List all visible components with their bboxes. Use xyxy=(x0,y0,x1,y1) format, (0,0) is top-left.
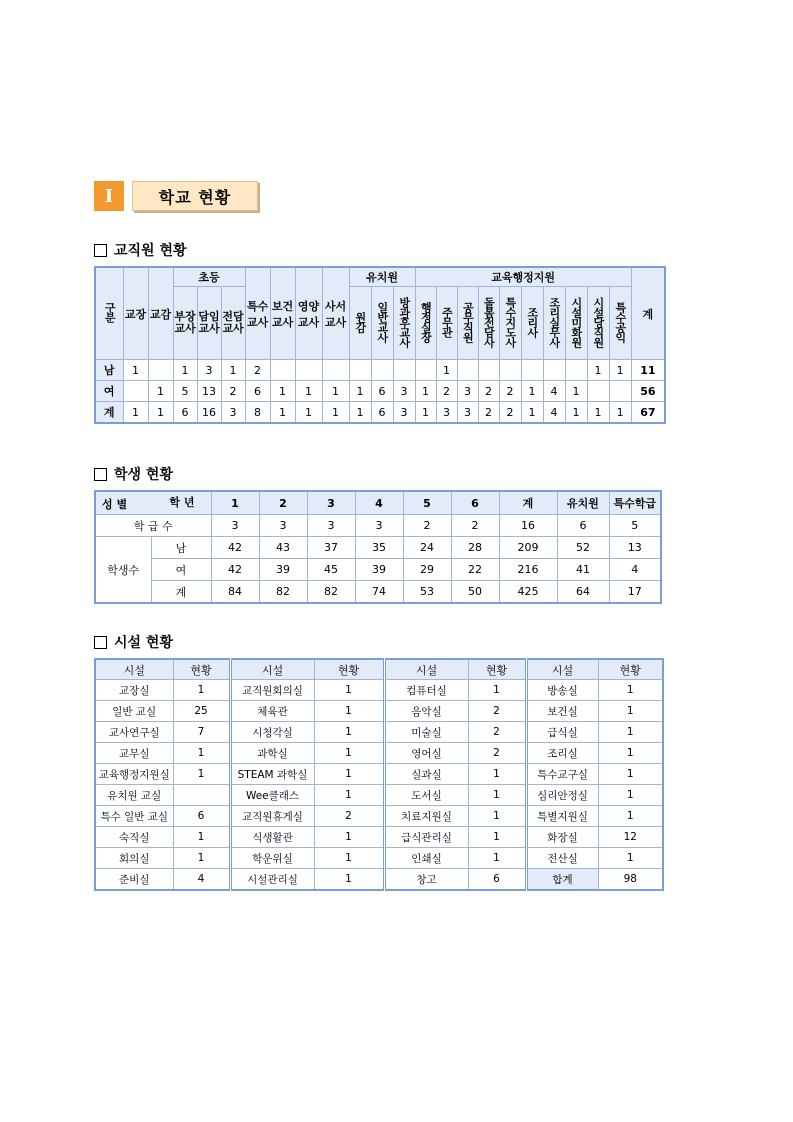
staff-cell: 1 xyxy=(565,381,587,402)
facility-col-header: 시설 xyxy=(230,659,314,680)
status-col-header: 현황 xyxy=(598,659,663,680)
staff-col-header: 방과후교사 xyxy=(393,287,415,360)
staff-col-header: 공무직원 xyxy=(457,287,478,360)
facility-name: 보건실 xyxy=(526,701,598,722)
staff-cell xyxy=(587,381,609,402)
facility-name: STEAM 과학실 xyxy=(230,764,314,785)
facility-count: 1 xyxy=(314,785,384,806)
staff-col-header: 시설당직원 xyxy=(587,287,609,360)
facilities-row xyxy=(95,743,663,764)
facility-name: 도서실 xyxy=(384,785,468,806)
facility-name: 교육행정지원실 xyxy=(95,764,173,785)
students-cell: 42 xyxy=(211,559,259,581)
facilities-row xyxy=(95,701,663,722)
students-gender-label: 계 xyxy=(151,581,211,604)
students-col-header: 3 xyxy=(307,491,355,515)
facility-name: 숙직실 xyxy=(95,827,173,848)
facility-name: 회의실 xyxy=(95,848,173,869)
staff-cell: 1 xyxy=(123,360,148,381)
staff-cell: 3 xyxy=(197,360,221,381)
facility-count: 4 xyxy=(173,869,230,891)
facility-count: 1 xyxy=(598,743,663,764)
students-col-header: 2 xyxy=(259,491,307,515)
students-col-header: 유치원 xyxy=(557,491,609,515)
facility-count: 1 xyxy=(314,869,384,891)
facility-name: 교직원휴게실 xyxy=(230,806,314,827)
staff-row xyxy=(95,360,665,381)
students-cell: 84 xyxy=(211,581,259,604)
students-col-header: 계 xyxy=(499,491,557,515)
facility-count: 1 xyxy=(598,806,663,827)
facilities-row xyxy=(95,722,663,743)
facility-count: 1 xyxy=(468,680,526,701)
facility-name: 창고 xyxy=(384,869,468,891)
staff-cell: 1 xyxy=(565,402,587,424)
staff-cell: 4 xyxy=(543,381,565,402)
students-row xyxy=(95,559,661,581)
staff-cell: 1 xyxy=(415,381,436,402)
facility-name: 미술실 xyxy=(384,722,468,743)
staff-cell: 2 xyxy=(478,381,499,402)
staff-cell: 2 xyxy=(478,402,499,424)
staff-cell xyxy=(270,360,295,381)
facility-count: 25 xyxy=(173,701,230,722)
staff-cell xyxy=(393,360,415,381)
staff-cell xyxy=(123,381,148,402)
facility-name: 영어실 xyxy=(384,743,468,764)
facility-col-header: 시설 xyxy=(95,659,173,680)
facility-count: 2 xyxy=(468,743,526,764)
staff-cell xyxy=(499,360,521,381)
class-count-label: 학 급 수 xyxy=(95,515,211,537)
students-cell: 42 xyxy=(211,537,259,559)
students-col-header: 6 xyxy=(451,491,499,515)
staff-row-label: 여 xyxy=(95,381,123,402)
facilities-row xyxy=(95,785,663,806)
staff-cell: 3 xyxy=(393,381,415,402)
students-col-header: 4 xyxy=(355,491,403,515)
facility-count: 12 xyxy=(598,827,663,848)
staff-cell xyxy=(565,360,587,381)
facility-name: 특수 일반 교실 xyxy=(95,806,173,827)
staff-cell: 1 xyxy=(270,381,295,402)
students-cell: 45 xyxy=(307,559,355,581)
class-count-cell: 3 xyxy=(355,515,403,537)
facilities-row xyxy=(95,806,663,827)
staff-cell: 1 xyxy=(521,402,543,424)
facility-count: 1 xyxy=(468,785,526,806)
facility-count: 1 xyxy=(468,764,526,785)
students-cell: 216 xyxy=(499,559,557,581)
staff-cell: 4 xyxy=(543,402,565,424)
facility-count: 1 xyxy=(598,722,663,743)
students-row xyxy=(95,537,661,559)
staff-cell xyxy=(521,360,543,381)
staff-cell xyxy=(415,360,436,381)
facility-count: 1 xyxy=(598,848,663,869)
students-cell: 53 xyxy=(403,581,451,604)
facility-count: 1 xyxy=(468,827,526,848)
students-cell: 13 xyxy=(609,537,661,559)
class-count-cell: 5 xyxy=(609,515,661,537)
staff-cell: 1 xyxy=(148,402,173,424)
facility-name: 방송실 xyxy=(526,680,598,701)
staff-col-header: 주무관 xyxy=(436,287,457,360)
staff-group-kindergarten: 유치원 xyxy=(349,267,415,287)
class-count-cell: 6 xyxy=(557,515,609,537)
staff-group-admin: 교육행정지원 xyxy=(415,267,631,287)
facility-name: 교무실 xyxy=(95,743,173,764)
facility-count: 6 xyxy=(468,869,526,891)
staff-table xyxy=(94,266,666,424)
facility-name: 합계 xyxy=(526,869,598,891)
staff-cell xyxy=(295,360,322,381)
status-col-header: 현황 xyxy=(468,659,526,680)
students-gender-label: 남 xyxy=(151,537,211,559)
students-label: 학생수 xyxy=(95,537,151,604)
staff-col-header: 영양교사 xyxy=(295,267,322,360)
section-header xyxy=(94,181,258,211)
class-count-cell: 3 xyxy=(307,515,355,537)
staff-col-header: 특수공익 xyxy=(609,287,631,360)
staff-cell: 3 xyxy=(436,402,457,424)
facility-count: 1 xyxy=(314,701,384,722)
facility-name: 실과실 xyxy=(384,764,468,785)
students-cell: 41 xyxy=(557,559,609,581)
facility-name: Wee클래스 xyxy=(230,785,314,806)
facility-count: 1 xyxy=(173,743,230,764)
staff-cell: 1 xyxy=(295,402,322,424)
facility-col-header: 시설 xyxy=(384,659,468,680)
students-cell: 17 xyxy=(609,581,661,604)
facilities-row xyxy=(95,869,663,891)
staff-row-label: 계 xyxy=(95,402,123,424)
facilities-row xyxy=(95,680,663,701)
facility-name: 교장실 xyxy=(95,680,173,701)
facilities-row xyxy=(95,848,663,869)
facility-name: 유치원 교실 xyxy=(95,785,173,806)
students-cell: 39 xyxy=(355,559,403,581)
section-number: Ⅰ xyxy=(94,181,124,211)
facility-name: 심리안정실 xyxy=(526,785,598,806)
staff-col-header: 보건교사 xyxy=(270,267,295,360)
staff-cell: 13 xyxy=(197,381,221,402)
checkbox-square-icon xyxy=(94,468,107,481)
class-count-cell: 16 xyxy=(499,515,557,537)
facility-count: 1 xyxy=(173,827,230,848)
facility-name: 화장실 xyxy=(526,827,598,848)
facility-name: 일반 교실 xyxy=(95,701,173,722)
facility-name: 과학실 xyxy=(230,743,314,764)
staff-cell: 1 xyxy=(436,360,457,381)
students-heading-text: 학생 현황 xyxy=(114,467,173,483)
staff-col-header: 교감 xyxy=(148,267,173,360)
staff-cell xyxy=(609,381,631,402)
staff-cell: 1 xyxy=(322,402,349,424)
staff-cell xyxy=(349,360,371,381)
staff-cell: 3 xyxy=(457,381,478,402)
staff-cell: 1 xyxy=(609,360,631,381)
students-cell: 4 xyxy=(609,559,661,581)
staff-heading xyxy=(94,240,187,260)
facility-name: 시설관리실 xyxy=(230,869,314,891)
staff-col-header: 조리사 xyxy=(521,287,543,360)
staff-cell: 11 xyxy=(631,360,665,381)
staff-cell xyxy=(457,360,478,381)
staff-cell xyxy=(322,360,349,381)
students-cell: 24 xyxy=(403,537,451,559)
staff-cell: 16 xyxy=(197,402,221,424)
students-cell: 22 xyxy=(451,559,499,581)
students-cell: 37 xyxy=(307,537,355,559)
facility-count: 2 xyxy=(468,701,526,722)
staff-cell: 6 xyxy=(173,402,197,424)
staff-cell: 1 xyxy=(295,381,322,402)
facility-count: 6 xyxy=(173,806,230,827)
facilities-table xyxy=(94,658,664,891)
facility-name: 학운위실 xyxy=(230,848,314,869)
students-col-header: 5 xyxy=(403,491,451,515)
staff-cell xyxy=(148,360,173,381)
facility-name: 치료지원실 xyxy=(384,806,468,827)
facility-name: 인쇄실 xyxy=(384,848,468,869)
status-col-header: 현황 xyxy=(314,659,384,680)
staff-cell: 8 xyxy=(245,402,270,424)
staff-row xyxy=(95,402,665,424)
facilities-heading-text: 시설 현황 xyxy=(114,635,173,651)
students-cell: 64 xyxy=(557,581,609,604)
checkbox-square-icon xyxy=(94,244,107,257)
staff-col-header: 사서교사 xyxy=(322,267,349,360)
staff-cell: 2 xyxy=(499,402,521,424)
students-cell: 52 xyxy=(557,537,609,559)
staff-cell: 2 xyxy=(499,381,521,402)
staff-cell: 6 xyxy=(371,381,393,402)
facility-count: 2 xyxy=(468,722,526,743)
facility-name: 급식실 xyxy=(526,722,598,743)
staff-col-header: 담임교사 xyxy=(197,287,221,360)
staff-col-header: 시설미화원 xyxy=(565,287,587,360)
class-count-cell: 3 xyxy=(259,515,307,537)
facility-name: 식생활관 xyxy=(230,827,314,848)
staff-cell: 1 xyxy=(587,360,609,381)
staff-col-header: 특수지도사 xyxy=(499,287,521,360)
staff-corner-header: 구분 xyxy=(95,267,123,360)
facility-name: 교사연구실 xyxy=(95,722,173,743)
staff-group-elementary: 초등 xyxy=(173,267,245,287)
facility-count: 7 xyxy=(173,722,230,743)
staff-cell: 6 xyxy=(245,381,270,402)
facility-name: 특수교구실 xyxy=(526,764,598,785)
students-diagonal-header xyxy=(95,491,211,515)
students-table xyxy=(94,490,662,604)
staff-cell: 1 xyxy=(148,381,173,402)
grade-axis-label: 학 년 xyxy=(169,496,195,509)
section-title: 학교 현황 xyxy=(132,181,258,211)
staff-cell: 6 xyxy=(371,402,393,424)
staff-cell: 1 xyxy=(349,381,371,402)
facility-name: 음악실 xyxy=(384,701,468,722)
class-count-cell: 3 xyxy=(211,515,259,537)
students-cell: 43 xyxy=(259,537,307,559)
staff-col-header: 교장 xyxy=(123,267,148,360)
staff-cell xyxy=(543,360,565,381)
students-cell: 39 xyxy=(259,559,307,581)
students-cell: 29 xyxy=(403,559,451,581)
facility-name: 체육관 xyxy=(230,701,314,722)
students-col-header: 1 xyxy=(211,491,259,515)
staff-cell: 3 xyxy=(393,402,415,424)
class-count-cell: 2 xyxy=(451,515,499,537)
staff-col-header: 부장교사 xyxy=(173,287,197,360)
staff-heading-text: 교직원 현황 xyxy=(114,243,187,259)
facility-count: 1 xyxy=(598,764,663,785)
facility-name: 급식관리실 xyxy=(384,827,468,848)
staff-cell: 2 xyxy=(436,381,457,402)
class-count-cell: 2 xyxy=(403,515,451,537)
facility-count: 1 xyxy=(314,764,384,785)
facility-count: 1 xyxy=(173,764,230,785)
students-heading xyxy=(94,464,173,484)
staff-cell: 5 xyxy=(173,381,197,402)
facility-count: 1 xyxy=(314,743,384,764)
students-gender-label: 여 xyxy=(151,559,211,581)
staff-row-label: 남 xyxy=(95,360,123,381)
students-cell: 82 xyxy=(307,581,355,604)
students-cell: 82 xyxy=(259,581,307,604)
facility-count: 1 xyxy=(598,680,663,701)
staff-cell: 56 xyxy=(631,381,665,402)
facility-count: 1 xyxy=(314,827,384,848)
facilities-row xyxy=(95,827,663,848)
staff-cell: 3 xyxy=(457,402,478,424)
staff-cell: 3 xyxy=(221,402,245,424)
students-cell: 74 xyxy=(355,581,403,604)
facility-name: 특별지원실 xyxy=(526,806,598,827)
staff-col-header: 일반교사 xyxy=(371,287,393,360)
staff-col-header: 행정실장 xyxy=(415,287,436,360)
students-cell: 35 xyxy=(355,537,403,559)
facility-name: 교직원회의실 xyxy=(230,680,314,701)
facility-count xyxy=(173,785,230,806)
staff-cell: 2 xyxy=(245,360,270,381)
facility-count: 1 xyxy=(314,680,384,701)
students-cell: 28 xyxy=(451,537,499,559)
students-col-header: 특수학급 xyxy=(609,491,661,515)
staff-col-header: 특수교사 xyxy=(245,267,270,360)
students-cell: 425 xyxy=(499,581,557,604)
staff-cell xyxy=(371,360,393,381)
students-cell: 50 xyxy=(451,581,499,604)
students-row xyxy=(95,581,661,604)
facility-count: 1 xyxy=(314,722,384,743)
staff-col-header: 조리실무사 xyxy=(543,287,565,360)
facility-count: 1 xyxy=(468,848,526,869)
staff-col-header: 전담교사 xyxy=(221,287,245,360)
staff-cell: 1 xyxy=(221,360,245,381)
facilities-row xyxy=(95,764,663,785)
staff-cell: 2 xyxy=(221,381,245,402)
facility-count: 1 xyxy=(173,848,230,869)
staff-cell: 1 xyxy=(270,402,295,424)
students-cell: 209 xyxy=(499,537,557,559)
checkbox-square-icon xyxy=(94,636,107,649)
facility-count: 98 xyxy=(598,869,663,891)
status-col-header: 현황 xyxy=(173,659,230,680)
staff-cell: 1 xyxy=(322,381,349,402)
staff-cell: 1 xyxy=(349,402,371,424)
staff-cell: 1 xyxy=(587,402,609,424)
facility-name: 전산실 xyxy=(526,848,598,869)
staff-cell: 67 xyxy=(631,402,665,424)
facility-name: 시청각실 xyxy=(230,722,314,743)
staff-cell: 1 xyxy=(415,402,436,424)
staff-col-header: 돌봄전담사 xyxy=(478,287,499,360)
facility-name: 준비실 xyxy=(95,869,173,891)
class-count-row xyxy=(95,515,661,537)
facility-count: 1 xyxy=(314,848,384,869)
facility-count: 2 xyxy=(314,806,384,827)
facility-count: 1 xyxy=(468,806,526,827)
facility-name: 조리실 xyxy=(526,743,598,764)
facility-name: 컴퓨터실 xyxy=(384,680,468,701)
staff-col-header: 원감 xyxy=(349,287,371,360)
staff-cell: 1 xyxy=(609,402,631,424)
facility-col-header: 시설 xyxy=(526,659,598,680)
facility-count: 1 xyxy=(173,680,230,701)
staff-cell: 1 xyxy=(123,402,148,424)
gender-axis-label: 성 별 xyxy=(102,498,128,511)
staff-cell: 1 xyxy=(521,381,543,402)
facilities-heading xyxy=(94,632,173,652)
staff-cell xyxy=(478,360,499,381)
staff-col-header: 계 xyxy=(631,267,665,360)
staff-cell: 1 xyxy=(173,360,197,381)
staff-row xyxy=(95,381,665,402)
facility-count: 1 xyxy=(598,701,663,722)
facility-count: 1 xyxy=(598,785,663,806)
